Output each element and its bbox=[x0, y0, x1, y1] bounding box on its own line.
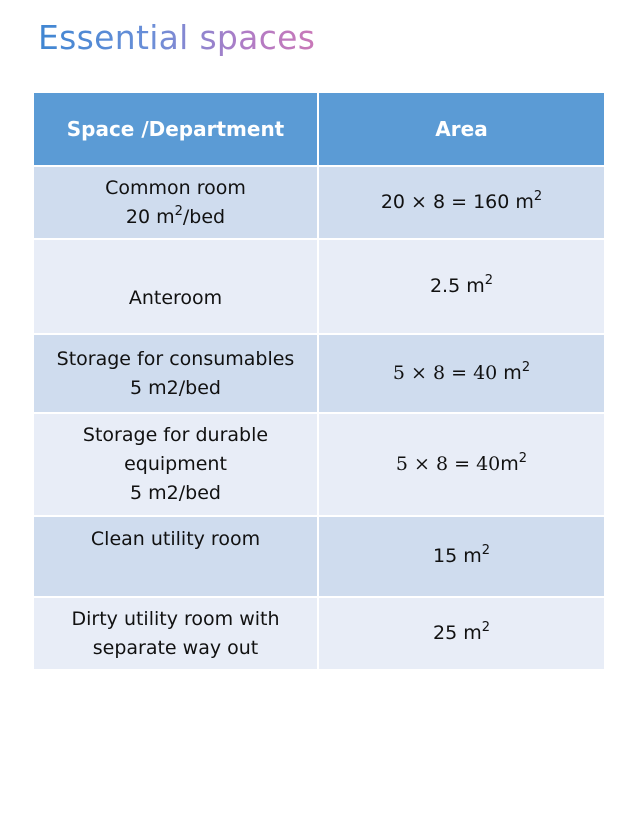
area-cell bbox=[318, 239, 604, 334]
essential-spaces-table bbox=[34, 93, 604, 671]
table-row bbox=[34, 597, 604, 670]
table-row bbox=[34, 516, 604, 597]
space-line: 5 m2/bed bbox=[130, 482, 221, 504]
area-expression: 5 × 8 = 40 bbox=[395, 453, 501, 475]
space-line: equipment bbox=[124, 453, 227, 475]
superscript: 2 bbox=[521, 360, 531, 375]
table-row bbox=[34, 413, 604, 516]
table-header-row bbox=[34, 93, 604, 166]
table-row bbox=[34, 334, 604, 413]
space-line: Anteroom bbox=[128, 287, 223, 309]
space-line: 5 m2/bed bbox=[130, 376, 221, 399]
area-cell bbox=[318, 334, 604, 413]
area-cell bbox=[318, 597, 604, 670]
space-cell bbox=[34, 413, 318, 516]
space-cell bbox=[34, 516, 318, 597]
space-cell bbox=[34, 166, 318, 239]
area-cell bbox=[318, 516, 604, 597]
superscript: 2 bbox=[481, 620, 490, 635]
superscript: 2 bbox=[518, 451, 528, 466]
space-cell bbox=[34, 239, 318, 334]
area-value: 15 m bbox=[432, 545, 482, 567]
area-value: 20 × 8 = 160 m bbox=[380, 191, 534, 213]
superscript: 2 bbox=[174, 203, 183, 219]
area-unit: m bbox=[500, 453, 519, 475]
area-value: 25 m bbox=[432, 622, 482, 644]
header-area: Area bbox=[318, 93, 604, 166]
header-space-department: Space /Department bbox=[34, 93, 318, 166]
space-line: Dirty utility room with bbox=[71, 607, 280, 630]
area-cell bbox=[318, 166, 604, 239]
space-line: separate way out bbox=[92, 636, 259, 659]
space-line: Storage for durable bbox=[82, 424, 269, 446]
superscript: 2 bbox=[484, 273, 494, 288]
space-line bbox=[44, 203, 307, 232]
area-expression: 5 × 8 = 40 bbox=[392, 362, 504, 384]
space-line: Storage for consumables bbox=[56, 347, 295, 370]
superscript: 2 bbox=[481, 543, 490, 558]
space-unit: /bed bbox=[182, 205, 226, 228]
area-value: 2.5 m bbox=[429, 275, 485, 297]
superscript: 2 bbox=[533, 189, 543, 204]
space-cell bbox=[34, 597, 318, 670]
space-cell bbox=[34, 334, 318, 413]
space-line: Common room bbox=[105, 176, 246, 199]
table-row bbox=[34, 166, 604, 239]
area-unit: m bbox=[503, 362, 522, 384]
space-line: Clean utility room bbox=[90, 528, 261, 550]
page-title: Essential spaces bbox=[38, 18, 316, 57]
area-cell bbox=[318, 413, 604, 516]
space-value: 20 m bbox=[125, 205, 175, 228]
table-row bbox=[34, 239, 604, 334]
